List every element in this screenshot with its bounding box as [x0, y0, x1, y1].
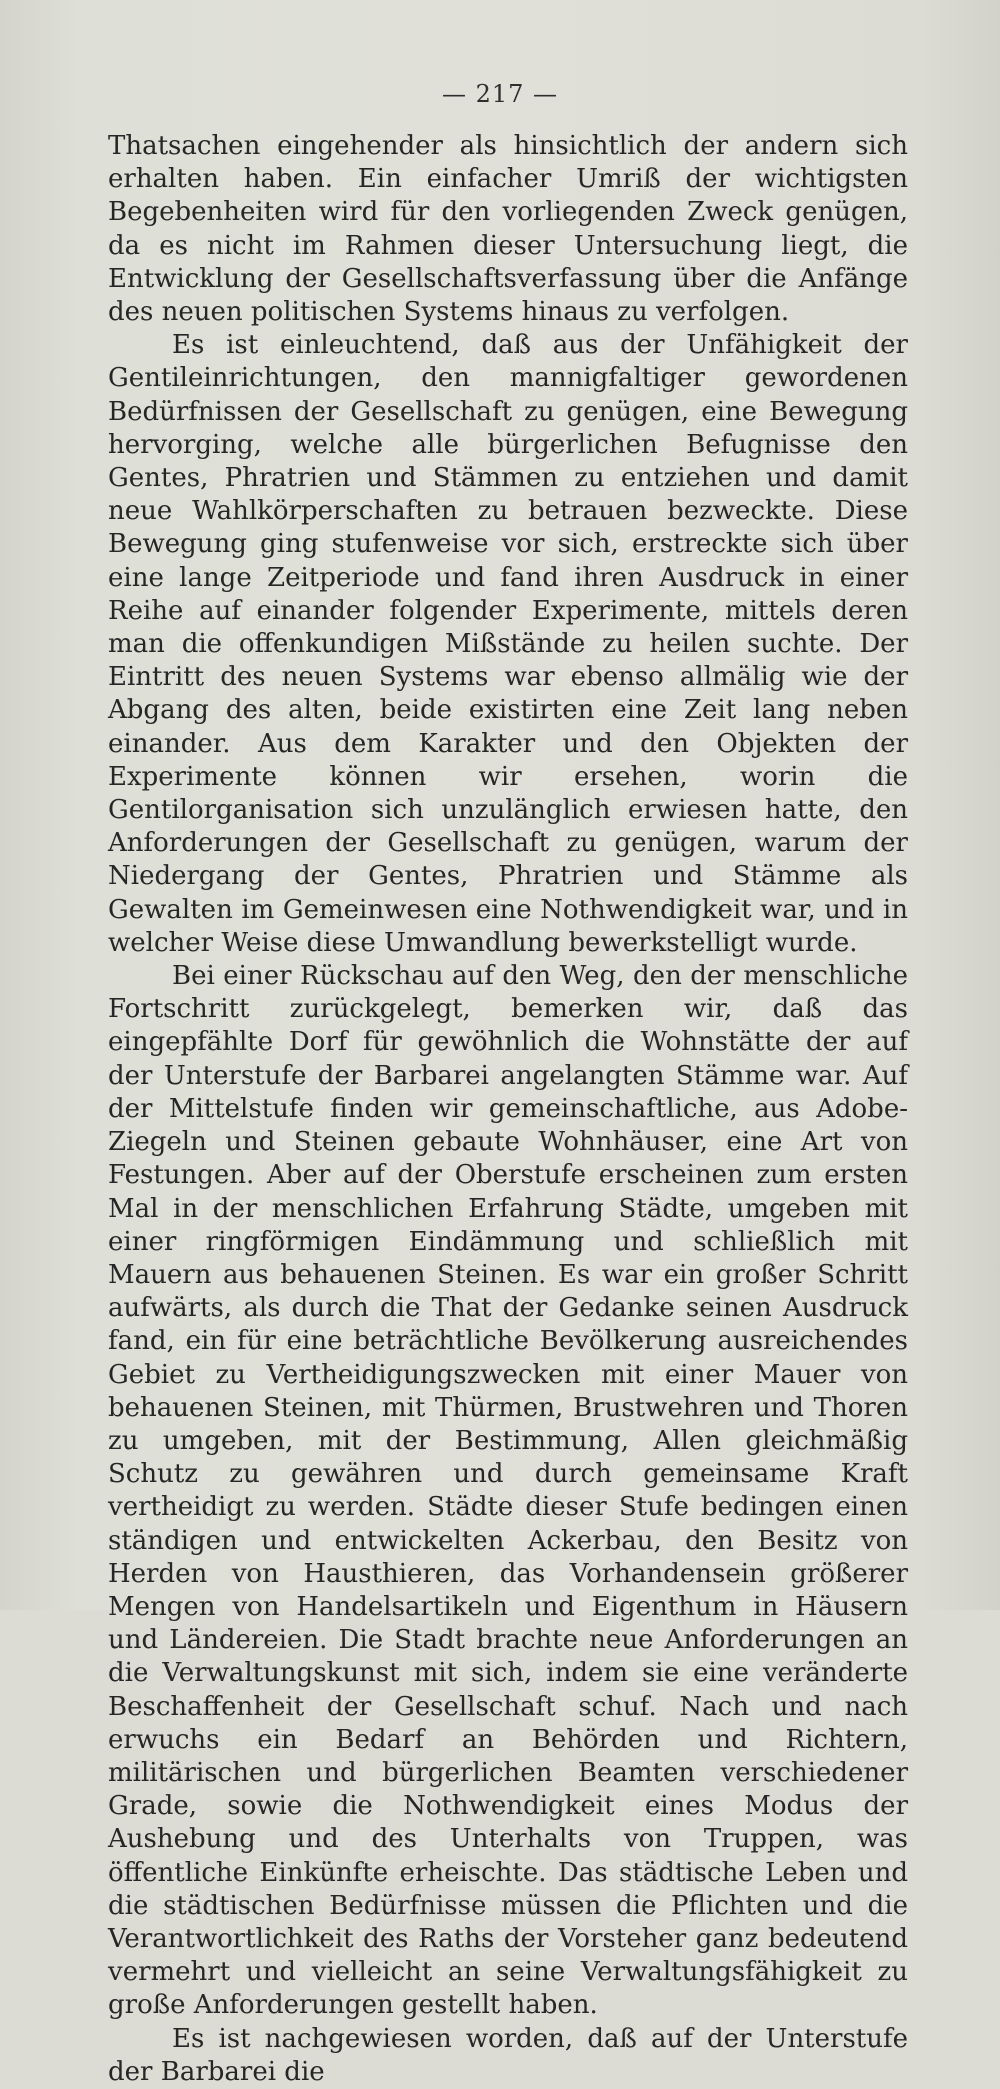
- paragraph: Es ist nachgewiesen worden, daß auf der Unterstufe der Barbarei die: [108, 2023, 908, 2087]
- page-number: — 217 —: [441, 80, 559, 108]
- paragraph: Bei einer Rückschau auf den Weg, den der menschliche Fortschritt zurückgelegt, bemerken wir, daß das eingepfählte Dorf für gewöhnlich die Wohnstätte der auf der Unterstufe der Barbarei angelangten Stämme war. Auf der Mittelstufe finden wir gemeinschaftliche, aus Adobe-Ziegeln und Steinen gebaute Wohnhäuser, eine Art von Festungen. Aber auf der Oberstufe erscheinen zum ersten Mal in der menschlichen Erfahrung Städte, umgeben mit einer ringförmigen Eindämmung und schließlich mit Mauern aus behauenen Steinen. Es war ein großer Schritt aufwärts, als durch die That der Gedanke seinen Ausdruck fand, ein für eine beträchtliche Bevölkerung ausreichendes Gebiet zu Vertheidigungszwecken mit einer Mauer von behauenen Steinen, mit Thürmen, Brustwehren und Thoren zu umgeben, mit der Bestimmung, Allen gleichmäßig Schutz zu gewähren und durch gemeinsame Kraft vertheidigt zu werden. Städte dieser Stufe bedingen einen ständigen und entwickelten Ackerbau, den Besitz von Herden von Hausthieren, das Vorhandensein größerer Mengen von Handelsartikeln und Eigenthum in Häusern und Ländereien. Die Stadt brachte neue Anforderungen an die Verwaltungskunst mit sich, indem sie eine veränderte Beschaffenheit der Gesellschaft schuf. Nach und nach erwuchs ein Bedarf an Behörden und Richtern, militärischen und bürgerlichen Beamten verschiedener Grade, sowie die Nothwendigkeit eines Modus der Aushebung und des Unterhalts von Truppen, was öffentliche Einkünfte erheischte. Das städtische Leben und die städtischen Bedürfnisse müssen die Pflichten und die Verantwortlichkeit des Raths der Vorsteher ganz bedeutend vermehrt und vielleicht an seine Verwaltungsfähigkeit zu große Anforderungen gestellt haben.: [108, 961, 908, 2021]
- paragraph: Es ist einleuchtend, daß aus der Unfähigkeit der Gentileinrichtungen, den mannigfaltiger gewordenen Bedürfnissen der Gesellschaft zu genügen, eine Bewegung hervorging, welche alle bürgerlichen Befugnisse den Gentes, Phratrien und Stämmen zu entziehen und damit neue Wahlkörperschaften zu betrauen bezweckte. Diese Bewegung ging stufenweise vor sich, erstreckte sich über eine lange Zeitperiode und fand ihren Ausdruck in einer Reihe auf einander folgender Experimente, mittels deren man die offenkundigen Mißstände zu heilen suchte. Der Eintritt des neuen Systems war ebenso allmälig wie der Abgang des alten, beide existirten eine Zeit lang neben einander. Aus dem Karakter und den Objekten der Experimente können wir ersehen, worin die Gentilorganisation sich unzulänglich erwiesen hatte, den Anforderungen der Gesellschaft zu genügen, warum der Niedergang der Gentes, Phratrien und Stämme als Gewalten im Gemeinwesen eine Nothwendigkeit war, und in welcher Weise diese Umwandlung bewerkstelligt wurde.: [108, 330, 908, 958]
- body-text: [108, 130, 908, 2089]
- paragraph: Thatsachen eingehender als hinsichtlich der andern sich erhalten haben. Ein einfacher Umriß der wichtigsten Begebenheiten wird für den vorliegenden Zweck genügen, da es nicht im Rahmen dieser Untersuchung liegt, die Entwicklung der Gesellschaftsverfassung über die Anfänge des neuen politischen Systems hinaus zu verfolgen.: [108, 131, 908, 328]
